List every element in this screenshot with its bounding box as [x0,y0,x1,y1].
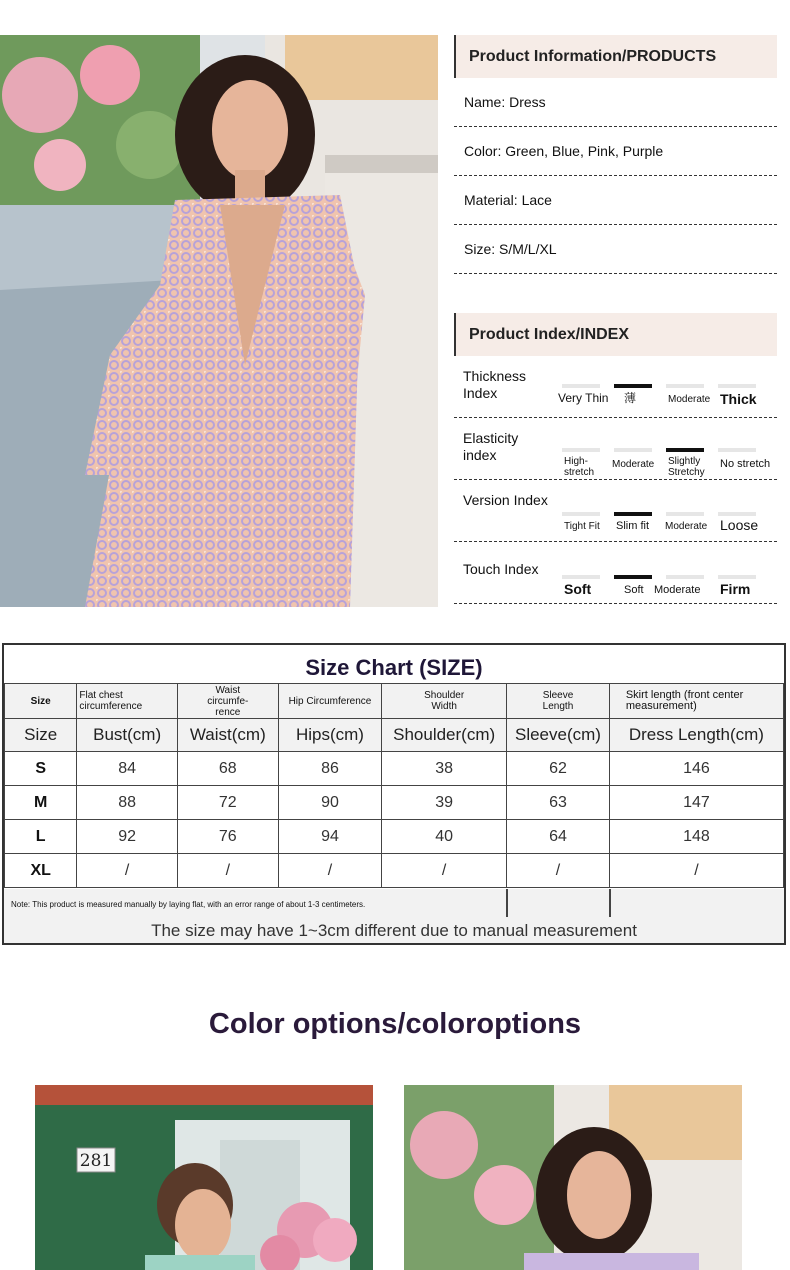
index-option [614,384,652,405]
header-cell: Waist(cm) [177,719,278,752]
index-option [665,512,708,532]
size-cell: M [5,786,77,820]
size-chart-footer [4,889,784,943]
index-option [614,575,652,596]
size-cell: L [5,820,77,854]
index-row-touch [454,542,777,604]
index-option [718,384,757,407]
size-row-m [5,786,784,820]
hero-product-photo [0,35,438,607]
product-color: Color: Green, Blue, Pink, Purple [464,143,664,159]
size-cell: XL [5,854,77,888]
index-option-label: Moderate [612,459,655,470]
index-option-label: Soft [564,581,592,597]
index-option-label: Moderate [668,394,711,405]
product-material-row [454,176,777,225]
value-cell: 38 [382,752,507,786]
index-option-label: Firm [720,581,751,597]
index-row-thickness [454,356,777,418]
value-cell: 92 [77,820,177,854]
index-option-label: Moderate [665,521,708,532]
product-info-panel [454,35,777,604]
index-option [718,575,756,597]
index-option-label: Moderate [654,584,701,596]
index-option-label: High-stretch [564,456,595,478]
header-cell: Shoulder(cm) [382,719,507,752]
index-bar [614,448,652,452]
index-option [666,448,705,478]
size-row-s [5,752,784,786]
index-option-label: 薄 [624,391,637,405]
house-number: 281 [79,1151,113,1171]
index-bar [614,575,652,579]
product-material: Material: Lace [464,192,552,208]
header-cell: Flat chest circumference [77,684,177,719]
measurement-disclaimer: The size may have 1~3cm different due to manual measurement [151,921,637,940]
value-cell: / [177,854,278,888]
index-bar [718,512,756,516]
index-option-label: Thick [720,391,757,407]
index-bar [562,384,600,388]
hero-photo-drawing [0,35,438,607]
size-chart-header-row-2 [5,719,784,752]
index-bar [666,448,704,452]
index-bar [614,512,652,516]
index-option [562,575,600,597]
index-bar [666,512,704,516]
index-name-version: Version Index [463,492,548,508]
index-bar [718,448,756,452]
product-info-heading: Product Information/PRODUCTS [454,35,777,78]
index-option-label: Tight Fit [564,521,600,532]
index-bar [562,575,600,579]
size-cell: S [5,752,77,786]
color-option-photo-purple[interactable] [404,1085,742,1270]
value-cell: 90 [278,786,381,820]
index-name-thickness: Thickness Index [463,368,527,401]
value-cell: / [77,854,177,888]
product-size: Size: S/M/L/XL [464,241,557,257]
index-option-label: No stretch [720,458,771,470]
index-bar [614,384,652,388]
index-row-version [454,480,777,542]
value-cell: / [507,854,610,888]
header-cell: Size [5,684,77,719]
value-cell: 68 [177,752,278,786]
header-cell: Dress Length(cm) [609,719,783,752]
index-name-touch: Touch Index [463,561,539,577]
value-cell: 148 [609,820,783,854]
value-cell: 72 [177,786,278,820]
footer-divider [506,889,508,917]
value-cell: / [278,854,381,888]
value-cell: 94 [278,820,381,854]
header-cell: Hip Circumference [278,684,381,719]
value-cell: / [382,854,507,888]
size-chart-title: Size Chart (SIZE) [305,655,483,680]
green-door-photo [35,1085,373,1270]
index-option [558,384,609,405]
header-cell: Hips(cm) [278,719,381,752]
index-option-label: Slim fit [616,520,649,532]
index-option [612,448,655,470]
product-name-row [454,78,777,127]
header-cell: Sleeve(cm) [507,719,610,752]
value-cell: 40 [382,820,507,854]
size-row-l [5,820,784,854]
value-cell: 146 [609,752,783,786]
color-options-title: Color options/coloroptions [208,1008,582,1040]
value-cell: 63 [507,786,610,820]
value-cell: 147 [609,786,783,820]
footer-divider [609,889,611,917]
index-bar [562,448,600,452]
value-cell: 62 [507,752,610,786]
value-cell: 64 [507,820,610,854]
value-cell: 76 [177,820,278,854]
index-option [718,448,771,470]
size-chart-header-row-1 [5,684,784,719]
value-cell: 39 [382,786,507,820]
index-bar [666,575,704,579]
value-cell: 86 [278,752,381,786]
size-chart-table [4,683,784,888]
value-cell: / [609,854,783,888]
index-option-label: Slightly Stretchy [668,456,705,478]
header-cell: Sleeve Length [507,684,610,719]
index-option-label: Loose [720,517,759,533]
header-cell: Skirt length (front center measurement) [609,684,783,719]
color-option-photo-green[interactable] [35,1085,373,1270]
index-option [562,512,600,532]
header-cell: Bust(cm) [77,719,177,752]
measure-note: Note: This product is measured manually by laying flat, with an error range of about 1-3 centimeters. [11,900,366,909]
value-cell: 88 [77,786,177,820]
product-color-row [454,127,777,176]
index-option [666,384,711,405]
index-option-label: Very Thin [558,391,609,405]
purple-dress-photo [404,1085,742,1270]
header-cell: Size [5,719,77,752]
index-bar [718,575,756,579]
size-chart [2,643,786,945]
index-bar [666,384,704,388]
index-option [654,575,704,596]
index-name-elasticity: Elasticity index [463,430,519,463]
product-index-heading: Product Index/INDEX [454,313,777,356]
product-size-row [454,225,777,274]
index-bar [562,512,600,516]
index-option [562,448,600,478]
size-row-xl [5,854,784,888]
index-row-elasticity [454,418,777,480]
index-option-label: Soft [624,584,644,596]
header-cell: Waist circumfe-rence [177,684,278,719]
index-option [614,512,652,532]
index-option [718,512,759,533]
header-cell: Shoulder Width [382,684,507,719]
index-bar [718,384,756,388]
product-name: Name: Dress [464,94,546,110]
value-cell: 84 [77,752,177,786]
